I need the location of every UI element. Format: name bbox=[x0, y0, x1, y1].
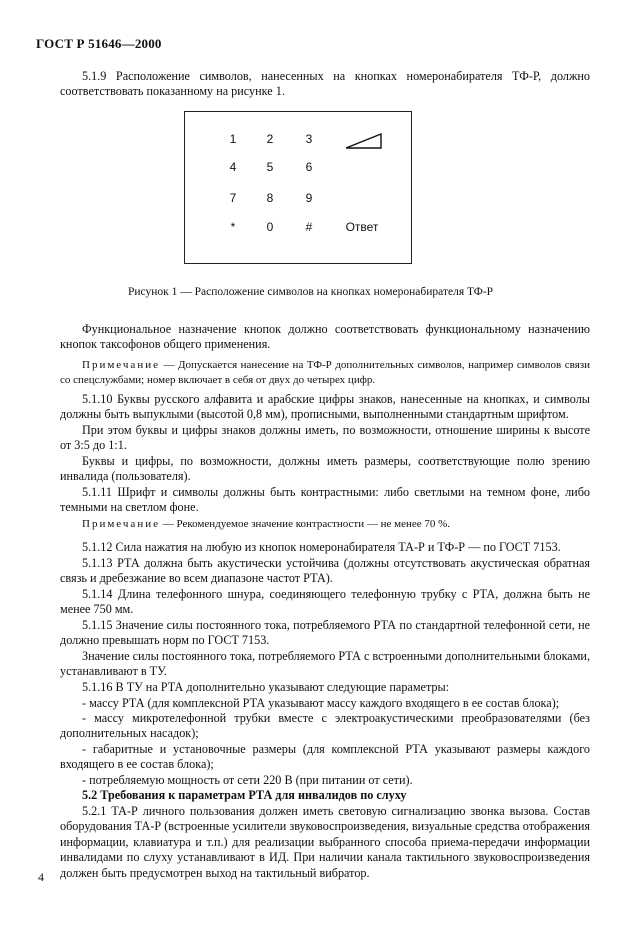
paragraph-5-1-15: 5.1.15 Значение силы постоянного тока, потребляемого РТА по стандартной телефонной сети, не должно превышать норм по ГОСТ 7153. bbox=[60, 618, 590, 648]
section-heading-5-2: 5.2 Требования к параметрам РТА для инвалидов по слуху bbox=[82, 788, 407, 802]
paragraph-5-1-14: 5.1.14 Длина телефонного шнура, соединяющего телефонную трубку с РТА, должна быть не менее 750 мм. bbox=[60, 587, 590, 617]
list-item-mass: - массу РТА (для комплексной РТА указывают массу каждого входящего в ее состав блока); bbox=[82, 696, 560, 710]
paragraph-current: Значение силы постоянного тока, потребляемого РТА с встроенными дополнительными блоками, устанавливают в ТУ. bbox=[60, 649, 590, 679]
key-8: 8 bbox=[266, 191, 274, 205]
paragraph-5-1-16: 5.1.16 В ТУ на РТА дополнительно указывают следующие параметры: bbox=[82, 680, 450, 694]
list-item-handset: - массу микротелефонной трубки вместе с электроакустическими преобразователями (без дополнительных насадок); bbox=[60, 711, 590, 741]
volume-triangle-icon bbox=[345, 133, 383, 149]
key-5: 5 bbox=[266, 160, 274, 174]
key-0: 0 bbox=[266, 220, 274, 234]
note-label: Примечание bbox=[82, 359, 160, 371]
page-number: 4 bbox=[38, 870, 44, 884]
list-item-dimensions: - габаритные и установочные размеры (для комплексной РТА указывают размеры каждого входящего в ее состав блока); bbox=[60, 742, 590, 772]
paragraph-5-1-10: 5.1.10 Буквы русского алфавита и арабские цифры знаков, нанесенные на кнопках, и символы должны быть выпуклыми (высотой 0,8 мм), прописными, выполненными стандартным шрифтом. bbox=[60, 392, 590, 422]
list-item-power: - потребляемую мощность от сети 220 В (при питании от сети). bbox=[82, 773, 413, 787]
paragraph-5-2-1: 5.2.1 ТА-Р личного пользования должен иметь световую сигнализацию звонка вызова. Состав оборудования ТА-Р (встроенные усилители звуковоспроизведения, визуальные средства отображения информации, клавиатура и т.п.) для реализации выбранного способа приема-передачи информации инвалидами по слуху устанавливают в ИД. При наличии канала тактильного звуковоспроизведения должен быть предусмотрен выход на тактильный вибратор. bbox=[60, 804, 590, 880]
key-6: 6 bbox=[305, 160, 313, 174]
paragraph-5-1-11: 5.1.11 Шрифт и символы должны быть контрастными: либо светлыми на темном фоне, либо темными на светлом фоне. bbox=[60, 485, 590, 515]
note-text: — Рекомендуемое значение контрастности — не менее 70 %. bbox=[159, 518, 451, 530]
figure-intro: 5.1.9 Расположение символов, нанесенных на кнопках номеронабирателя ТФ-Р, должно соответствовать показанному на рисунке 1. bbox=[60, 69, 590, 99]
key-4: 4 bbox=[229, 160, 237, 174]
key-hash: # bbox=[305, 220, 313, 234]
paragraph-size: Буквы и цифры, по возможности, должны иметь размеры, соответствующие полю зрению инвалида (пользователя). bbox=[60, 454, 590, 484]
figure-caption: Рисунок 1 — Расположение символов на кнопках номеронабирателя ТФ-Р bbox=[128, 286, 494, 298]
note-text: — Допускается нанесение на ТФ-Р дополнительных символов, например символов связи со спецслужбами; номер включает в себя от двух до четырех цифр. bbox=[60, 359, 590, 386]
answer-key: Ответ bbox=[345, 220, 379, 234]
key-2: 2 bbox=[266, 132, 274, 146]
note-1 bbox=[60, 358, 590, 387]
note-2 bbox=[60, 517, 590, 532]
note-label: Примечание bbox=[82, 518, 160, 530]
paragraph-5-1-12: 5.1.12 Сила нажатия на любую из кнопок номеронабирателя ТА-Р и ТФ-Р — по ГОСТ 7153. bbox=[82, 540, 561, 554]
keypad-figure bbox=[184, 111, 412, 264]
paragraph-function: Функциональное назначение кнопок должно соответствовать функциональному назначению кнопок таксофонов общего применения. bbox=[60, 322, 590, 352]
paragraph-5-1-13: 5.1.13 РТА должна быть акустически устойчива (должны отсутствовать акустическая обратная связь и дребезжание во всем диапазоне частот РТА). bbox=[60, 556, 590, 586]
key-9: 9 bbox=[305, 191, 313, 205]
key-7: 7 bbox=[229, 191, 237, 205]
paragraph-ratio: При этом буквы и цифры знаков должны иметь, по возможности, отношение ширины к высоте от 3:5 до 1:1. bbox=[60, 423, 590, 453]
key-1: 1 bbox=[229, 132, 237, 146]
standard-header: ГОСТ Р 51646—2000 bbox=[36, 36, 162, 51]
key-star: * bbox=[230, 220, 236, 234]
key-3: 3 bbox=[305, 132, 313, 146]
